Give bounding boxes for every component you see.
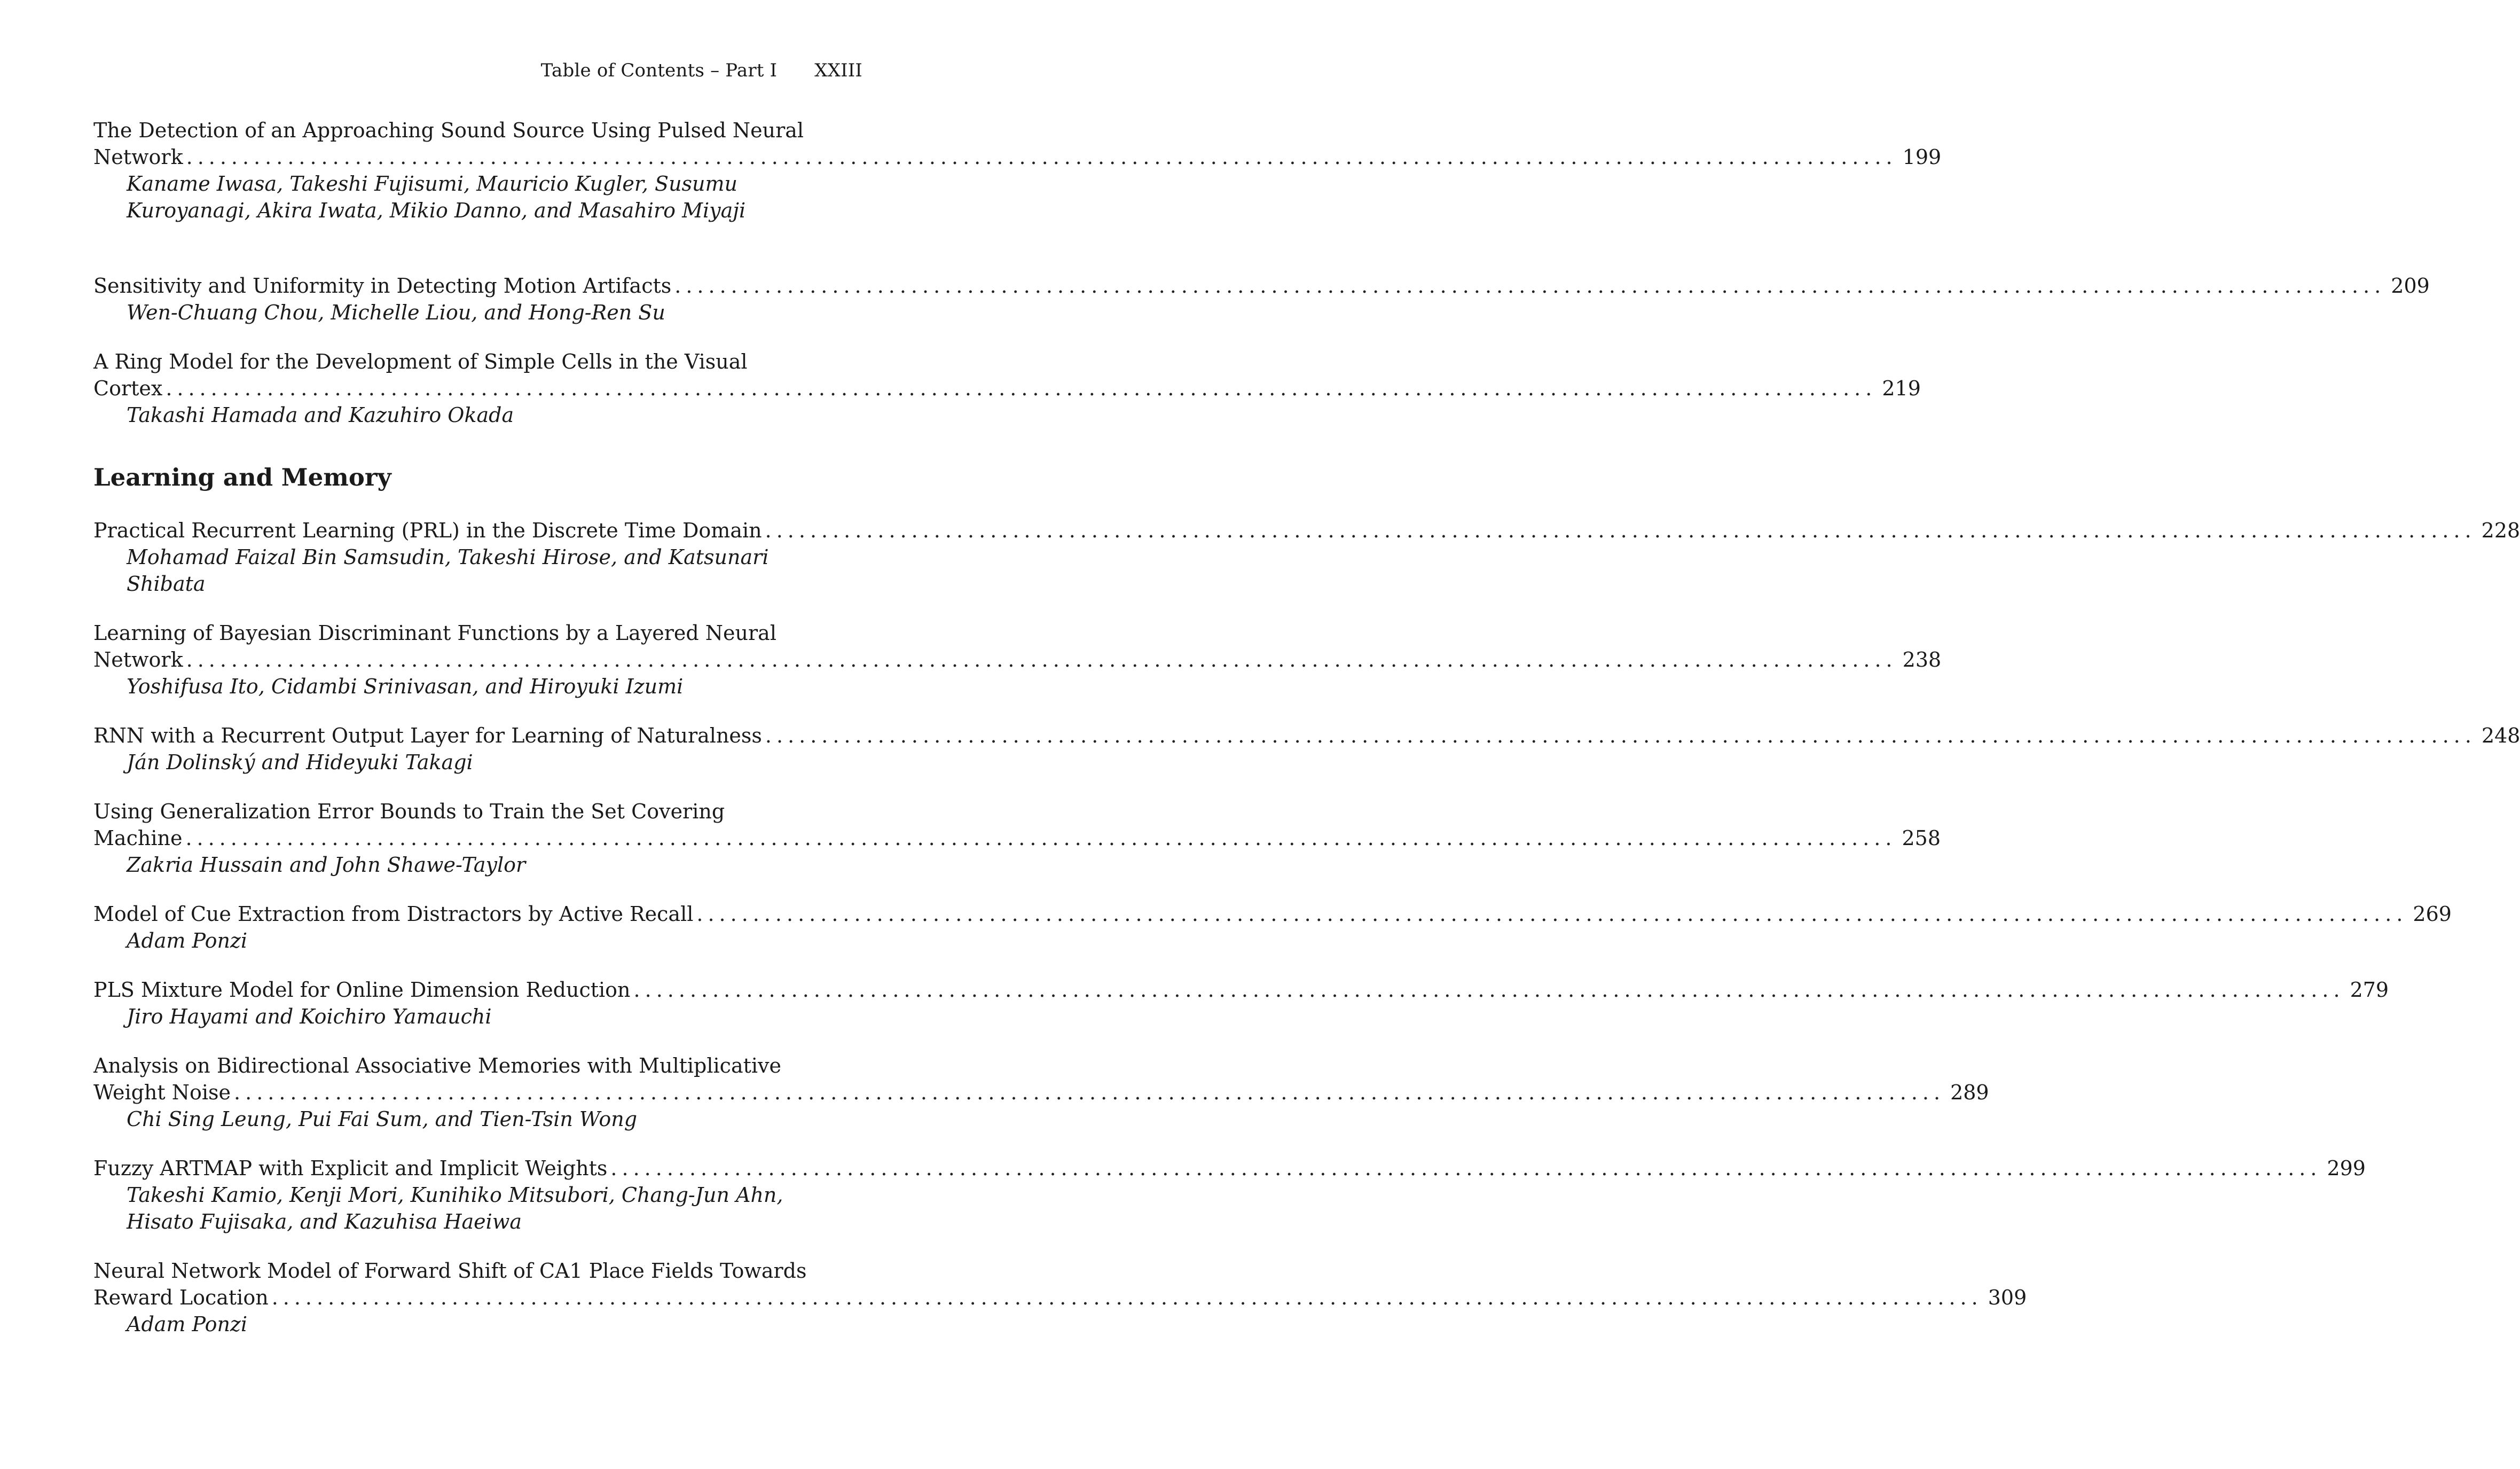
running-header bbox=[541, 60, 862, 81]
toc-entry[interactable] bbox=[93, 517, 2520, 597]
entry-leader-line bbox=[93, 1079, 1989, 1106]
toc-entry[interactable] bbox=[93, 901, 2452, 954]
entry-leader-line bbox=[93, 517, 2520, 544]
entry-title-line1: Neural Network Model of Forward Shift of CA1 Place Fields Towards bbox=[93, 1259, 807, 1283]
entry-title-line2: Cortex bbox=[93, 377, 163, 400]
entry-title-line1: The Detection of an Approaching Sound Source Using Pulsed Neural bbox=[93, 119, 804, 142]
entry-leader-line bbox=[93, 144, 1942, 170]
entry-leader-line bbox=[93, 1155, 2366, 1182]
toc-entry[interactable] bbox=[93, 798, 1941, 878]
toc-entry[interactable] bbox=[93, 117, 1942, 224]
entry-title: RNN with a Recurrent Output Layer for Learning of Naturalness bbox=[93, 724, 762, 747]
entry-title-line1: Analysis on Bidirectional Associative Memories with Multiplicative bbox=[93, 1054, 781, 1077]
entry-authors: Takeshi Kamio, Kenji Mori, Kunihiko Mitsubori, Chang-Jun Ahn, Hisato Fujisaka, and Kazuhisa Haeiwa bbox=[127, 1183, 783, 1233]
entry-authors: Kaname Iwasa, Takeshi Fujisumi, Mauricio Kugler, Susumu Kuroyanagi, Akira Iwata, Mikio Danno, and Masahiro Miyaji bbox=[127, 172, 746, 222]
entry-authors: Mohamad Faizal Bin Samsudin, Takeshi Hirose, and Katsunari Shibata bbox=[127, 545, 769, 596]
toc-entry[interactable] bbox=[93, 272, 2430, 326]
dot-leader: ........................................................................................................................................................ bbox=[765, 519, 2476, 542]
entry-title-line2: Machine bbox=[93, 826, 183, 850]
entry-authors: Takashi Hamada and Kazuhiro Okada bbox=[127, 403, 514, 427]
entry-title: Model of Cue Extraction from Distractors by Active Recall bbox=[93, 902, 694, 926]
entry-title: Practical Recurrent Learning (PRL) in the Discrete Time Domain bbox=[93, 519, 762, 542]
entry-authors: Adam Ponzi bbox=[127, 1312, 248, 1336]
entry-title: Sensitivity and Uniformity in Detecting Motion Artifacts bbox=[93, 274, 672, 298]
entry-page-number: 269 bbox=[2413, 902, 2452, 926]
entry-page-number: 289 bbox=[1950, 1081, 1989, 1104]
entry-page-number: 228 bbox=[2481, 519, 2520, 542]
entry-page-number: 238 bbox=[1902, 648, 1942, 671]
running-header-page-number: XXIII bbox=[814, 60, 862, 81]
dot-leader: ........................................................................................................................................................ bbox=[185, 826, 1897, 850]
dot-leader: ........................................................................................................................................................ bbox=[696, 902, 2408, 926]
dot-leader: ........................................................................................................................................................ bbox=[610, 1157, 2322, 1180]
entry-authors: Wen-Chuang Chou, Michelle Liou, and Hong-Ren Su bbox=[127, 301, 665, 324]
dot-leader: ........................................................................................................................................................ bbox=[271, 1286, 1983, 1309]
entry-title-line2: Reward Location bbox=[93, 1286, 269, 1309]
entry-page-number: 258 bbox=[1902, 826, 1941, 850]
entry-leader-line bbox=[93, 375, 1921, 402]
entry-title-line2: Weight Noise bbox=[93, 1081, 231, 1104]
entry-title-line1: A Ring Model for the Development of Simple Cells in the Visual bbox=[93, 350, 748, 373]
entry-title-line1: Using Generalization Error Bounds to Train the Set Covering bbox=[93, 800, 725, 823]
entry-page-number: 309 bbox=[1988, 1286, 2027, 1309]
entry-page-number: 199 bbox=[1902, 145, 1942, 169]
toc-entry[interactable] bbox=[93, 348, 1921, 428]
entry-title: PLS Mixture Model for Online Dimension Reduction bbox=[93, 978, 631, 1002]
entry-title: Fuzzy ARTMAP with Explicit and Implicit Weights bbox=[93, 1157, 608, 1180]
entry-page-number: 248 bbox=[2481, 724, 2520, 747]
toc-entry[interactable] bbox=[93, 976, 2389, 1030]
entry-title-line1: Learning of Bayesian Discriminant Functions by a Layered Neural bbox=[93, 621, 776, 645]
entry-leader-line bbox=[93, 722, 2520, 749]
dot-leader: ........................................................................................................................................................ bbox=[234, 1081, 1945, 1104]
entry-authors: Zakria Hussain and John Shawe-Taylor bbox=[127, 853, 526, 877]
entry-page-number: 299 bbox=[2327, 1157, 2366, 1180]
toc-entry[interactable] bbox=[93, 1052, 1989, 1132]
entry-authors: Ján Dolinský and Hideyuki Takagi bbox=[127, 751, 473, 774]
toc-entry[interactable] bbox=[93, 722, 2520, 776]
dot-leader: ........................................................................................................................................................ bbox=[186, 145, 1897, 169]
toc-entry[interactable] bbox=[93, 620, 1942, 700]
entry-leader-line bbox=[93, 272, 2430, 299]
entry-authors: Jiro Hayami and Koichiro Yamauchi bbox=[127, 1005, 492, 1028]
entry-title-line2: Network bbox=[93, 648, 183, 671]
entry-authors: Chi Sing Leung, Pui Fai Sum, and Tien-Tsin Wong bbox=[127, 1107, 638, 1131]
entry-page-number: 279 bbox=[2350, 978, 2389, 1002]
section-heading: Learning and Memory bbox=[93, 463, 391, 491]
dot-leader: ........................................................................................................................................................ bbox=[765, 724, 2476, 747]
entry-authors: Yoshifusa Ito, Cidambi Srinivasan, and Hiroyuki Izumi bbox=[127, 675, 684, 698]
entry-leader-line bbox=[93, 825, 1941, 851]
toc-entry[interactable] bbox=[93, 1155, 2366, 1235]
entry-page-number: 219 bbox=[1882, 377, 1921, 400]
entry-authors: Adam Ponzi bbox=[127, 929, 248, 952]
dot-leader: ........................................................................................................................................................ bbox=[186, 648, 1897, 671]
dot-leader: ........................................................................................................................................................ bbox=[674, 274, 2386, 298]
toc-entry[interactable] bbox=[93, 1257, 2027, 1338]
dot-leader: ........................................................................................................................................................ bbox=[166, 377, 1877, 400]
entry-leader-line bbox=[93, 646, 1942, 673]
dot-leader: ........................................................................................................................................................ bbox=[633, 978, 2345, 1002]
entry-leader-line bbox=[93, 901, 2452, 927]
entry-leader-line bbox=[93, 976, 2389, 1003]
entry-page-number: 209 bbox=[2391, 274, 2430, 298]
running-header-title: Table of Contents – Part I bbox=[540, 60, 778, 81]
entry-leader-line bbox=[93, 1284, 2027, 1311]
entry-title-line2: Network bbox=[93, 145, 183, 169]
